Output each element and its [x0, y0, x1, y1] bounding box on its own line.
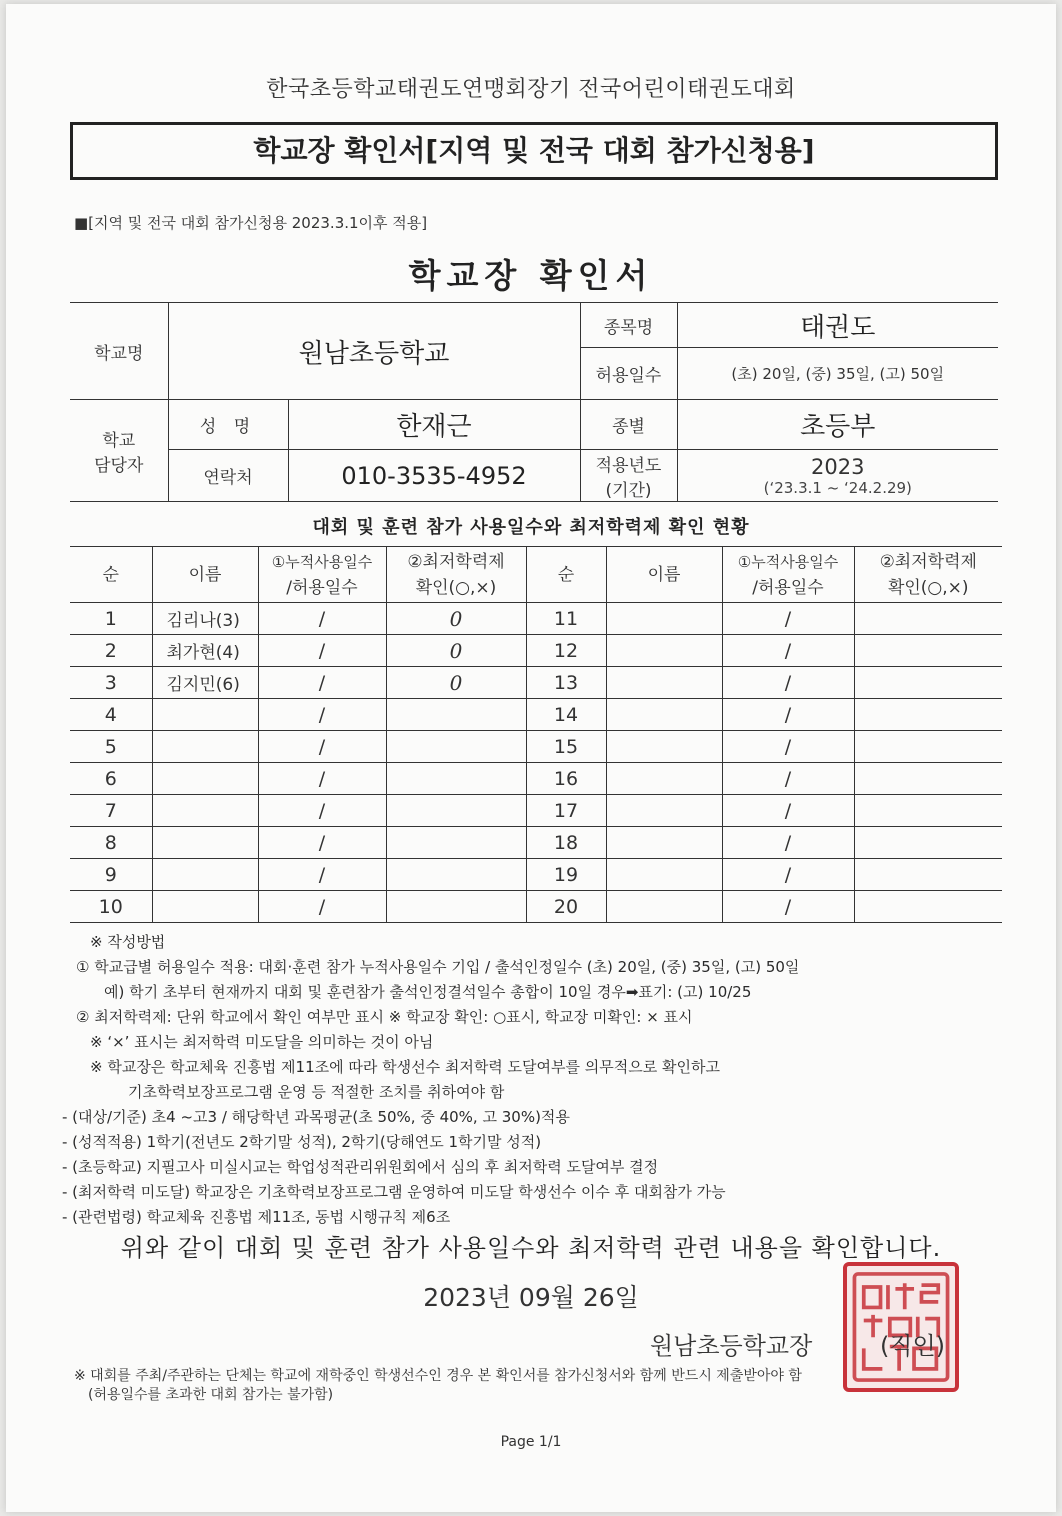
col-days-line1: ①누적사용일수 — [271, 552, 373, 571]
staff-label-line2: 담당자 — [94, 455, 144, 476]
method-line-9: - (초등학교) 지필고사 미실시교는 학업성적관리위원회에서 심의 후 최저학력 도달여부 결정 — [62, 1158, 659, 1176]
row-days-right: / — [722, 891, 854, 923]
row-no-right: 11 — [526, 603, 606, 635]
row-days-right: / — [722, 763, 854, 795]
row-days: / — [258, 859, 386, 891]
table-row — [70, 699, 1002, 731]
method-line-8: - (성적적용) 1학기(전년도 2학기말 성적), 2학기(당해연도 1학기말 성적) — [62, 1133, 542, 1151]
col-no-header-right: 순 — [526, 547, 606, 603]
row-student-name-right — [606, 891, 722, 923]
year-label-line1: 적용년도 — [595, 455, 662, 476]
method-line-7: - (대상/기준) 초4 ~고3 / 해당학년 과목평균(초 50%, 중 40%, 고 30%)적용 — [62, 1108, 570, 1126]
row-student-name — [152, 827, 258, 859]
row-check — [386, 763, 526, 795]
confirmation-statement: 위와 같이 대회 및 훈련 참가 사용일수와 최저학력 관련 내용을 확인합니다. — [120, 1234, 942, 1262]
footer-note-line1: ※ 대회를 주최/주관하는 단체는 학교에 재학중인 학생선수인 경우 본 확인서를 참가신청서와 함께 반드시 제출받아야 함 — [74, 1368, 802, 1384]
applicability-note: ■[지역 및 전국 대회 참가신청용 2023.3.1이후 적용] — [74, 214, 428, 232]
table-row — [70, 859, 1002, 891]
row-check: 0 — [386, 635, 526, 667]
row-days-right: / — [722, 731, 854, 763]
school-name-value: 원남초등학교 — [168, 303, 580, 400]
row-no-right: 19 — [526, 859, 606, 891]
method-line-5: ※ 학교장은 학교체육 진흥법 제11조에 따라 학생선수 최저학력 도달여부를 의무적으로 확인하고 — [90, 1058, 720, 1076]
year-label-line2: (기간) — [605, 480, 652, 501]
row-no: 3 — [70, 667, 152, 699]
row-check — [386, 731, 526, 763]
row-check: 0 — [386, 603, 526, 635]
row-days: / — [258, 603, 386, 635]
col-check-line2: 확인(○,×) — [415, 577, 497, 598]
school-name-label: 학교명 — [70, 303, 168, 400]
row-no: 9 — [70, 859, 152, 891]
row-student-name — [152, 763, 258, 795]
row-check: 0 — [386, 667, 526, 699]
row-no: 4 — [70, 699, 152, 731]
principal-signature-line — [650, 1326, 945, 1361]
row-student-name — [152, 891, 258, 923]
row-days: / — [258, 731, 386, 763]
row-check-right — [854, 635, 1002, 667]
row-no-right: 14 — [526, 699, 606, 731]
row-check — [386, 795, 526, 827]
row-check — [386, 827, 526, 859]
row-no-right: 13 — [526, 667, 606, 699]
status-table-title: 대회 및 훈련 참가 사용일수와 최저학력제 확인 현황 — [312, 517, 750, 538]
seal-mark: (직인) — [879, 1332, 946, 1360]
row-no-right: 20 — [526, 891, 606, 923]
col-days-line1-right: ①누적사용일수 — [737, 552, 839, 571]
row-no: 8 — [70, 827, 152, 859]
row-days-right: / — [722, 603, 854, 635]
row-days: / — [258, 763, 386, 795]
row-student-name-right — [606, 731, 722, 763]
row-days-right: / — [722, 795, 854, 827]
row-days: / — [258, 891, 386, 923]
row-student-name-right — [606, 635, 722, 667]
row-check-right — [854, 859, 1002, 891]
row-check — [386, 891, 526, 923]
row-student-name-right — [606, 859, 722, 891]
allowed-days-value: (초) 20일, (중) 35일, (고) 50일 — [677, 348, 998, 400]
page-number: Page 1/1 — [500, 1434, 562, 1450]
method-line-3: ② 최저학력제: 단위 학교에서 확인 여부만 표시 ※ 학교장 확인: ○표시, 학교장 미확인: × 표시 — [76, 1008, 693, 1026]
method-line-1: ① 학교급별 허용일수 적용: 대회·훈련 참가 누적사용일수 기입 / 출석인정일수 (초) 20일, (중) 35일, (고) 50일 — [76, 958, 800, 976]
row-student-name: 최가현(4) — [152, 635, 258, 667]
staff-label — [70, 400, 168, 502]
col-days-line2: /허용일수 — [286, 577, 358, 598]
col-check-line1: ②최저학력제 — [407, 551, 505, 572]
row-student-name-right — [606, 827, 722, 859]
row-days-right: / — [722, 699, 854, 731]
year-label — [580, 450, 677, 502]
method-line-10: - (최저학력 미도달) 학교장은 기초학력보장프로그램 운영하여 미도달 학생선수 이수 후 대회참가 가능 — [62, 1183, 726, 1201]
row-student-name: 김리나(3) — [152, 603, 258, 635]
issue-date: 2023년 09월 26일 — [423, 1283, 639, 1312]
footer-note-line2: (허용일수를 초과한 대회 참가는 불가함) — [88, 1387, 334, 1403]
row-student-name-right — [606, 795, 722, 827]
row-days: / — [258, 667, 386, 699]
col-days-header — [258, 547, 386, 603]
event-value: 태권도 — [677, 303, 998, 348]
col-check-header-right — [854, 547, 1002, 603]
row-no-right: 16 — [526, 763, 606, 795]
row-days: / — [258, 795, 386, 827]
event-label: 종목명 — [580, 303, 677, 348]
col-days-line2-right: /허용일수 — [752, 577, 824, 598]
row-check-right — [854, 603, 1002, 635]
row-no: 1 — [70, 603, 152, 635]
row-check — [386, 859, 526, 891]
row-days: / — [258, 827, 386, 859]
school-info-table — [70, 302, 998, 502]
division-value: 초등부 — [677, 400, 998, 450]
table-row — [70, 891, 1002, 923]
table-row — [70, 795, 1002, 827]
row-no: 6 — [70, 763, 152, 795]
division-label: 종별 — [580, 400, 677, 450]
competition-header: 한국초등학교태권도연맹회장기 전국어린이태권도대회 — [266, 77, 796, 102]
page-title: 학교장 확인서 — [408, 256, 654, 295]
roster-body — [70, 603, 1002, 923]
row-student-name-right — [606, 667, 722, 699]
table-row — [70, 603, 1002, 635]
col-name-header-right: 이름 — [606, 547, 722, 603]
row-no-right: 17 — [526, 795, 606, 827]
row-no: 7 — [70, 795, 152, 827]
row-days: / — [258, 635, 386, 667]
method-title: ※ 작성방법 — [90, 933, 166, 951]
method-line-4: ※ ‘×’ 표시는 최저학력 미도달을 의미하는 것이 아님 — [90, 1033, 434, 1051]
row-check — [386, 699, 526, 731]
year-value: 2023 — [811, 454, 865, 479]
year-cell — [677, 450, 998, 502]
row-student-name: 김지민(6) — [152, 667, 258, 699]
row-student-name — [152, 795, 258, 827]
row-check-right — [854, 731, 1002, 763]
row-days-right: / — [722, 827, 854, 859]
method-line-2: 예) 학기 초부터 현재까지 대회 및 훈련참가 출석인정결석일수 총합이 10일 경우➡표기: (고) 10/25 — [104, 983, 752, 1001]
row-days-right: / — [722, 667, 854, 699]
row-no: 5 — [70, 731, 152, 763]
row-check-right — [854, 827, 1002, 859]
row-student-name — [152, 731, 258, 763]
writing-method — [62, 930, 996, 1230]
form-title-box: 학교장 확인서[지역 및 전국 대회 참가신청용] — [70, 122, 998, 180]
footer-note — [74, 1367, 1004, 1405]
col-check-header — [386, 547, 526, 603]
row-days-right: / — [722, 635, 854, 667]
row-no: 2 — [70, 635, 152, 667]
contact-label: 연락처 — [168, 450, 288, 502]
row-days: / — [258, 699, 386, 731]
row-days-right: / — [722, 859, 854, 891]
principal-title: 원남초등학교장 — [650, 1332, 813, 1360]
row-student-name-right — [606, 763, 722, 795]
table-row — [70, 667, 1002, 699]
row-check-right — [854, 763, 1002, 795]
roster-table — [70, 546, 1002, 923]
col-name-header: 이름 — [152, 547, 258, 603]
method-line-6: 기초학력보장프로그램 운영 등 적절한 조치를 취하여야 함 — [128, 1083, 505, 1101]
row-check-right — [854, 891, 1002, 923]
row-no: 10 — [70, 891, 152, 923]
allowed-days-label: 허용일수 — [580, 348, 677, 400]
row-student-name — [152, 699, 258, 731]
table-row — [70, 827, 1002, 859]
row-no-right: 12 — [526, 635, 606, 667]
row-no-right: 18 — [526, 827, 606, 859]
year-period: (‘23.3.1 ~ ‘24.2.29) — [763, 478, 912, 497]
contact-value: 010-3535-4952 — [288, 450, 580, 502]
row-no-right: 15 — [526, 731, 606, 763]
row-student-name-right — [606, 603, 722, 635]
row-check-right — [854, 667, 1002, 699]
col-days-header-right — [722, 547, 854, 603]
row-check-right — [854, 795, 1002, 827]
col-check-line1-right: ②최저학력제 — [879, 551, 977, 572]
col-no-header: 순 — [70, 547, 152, 603]
table-row — [70, 731, 1002, 763]
staff-name-value: 한재근 — [288, 400, 580, 450]
row-check-right — [854, 699, 1002, 731]
method-line-11: - (관련법령) 학교체육 진흥법 제11조, 동법 시행규칙 제6조 — [62, 1208, 451, 1226]
staff-label-line1: 학교 — [102, 430, 136, 451]
name-label: 성 명 — [168, 400, 288, 450]
table-row — [70, 635, 1002, 667]
row-student-name-right — [606, 699, 722, 731]
row-student-name — [152, 859, 258, 891]
col-check-line2-right: 확인(○,×) — [887, 577, 969, 598]
table-row — [70, 763, 1002, 795]
